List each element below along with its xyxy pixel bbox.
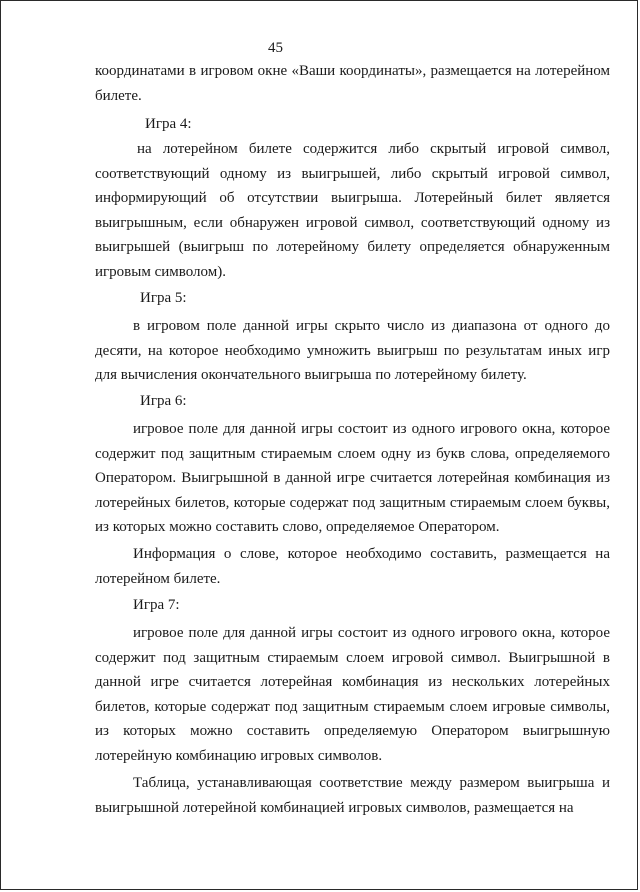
heading-game-7: Игра 7: <box>133 597 180 613</box>
paragraph-game-6: игровое поле для данной игры состоит из одного игрового окна, которое содержит под защитным стираемым слоем одну из букв слова, определяемого Оператором. Выигрышной в данной игре считается лотерейная комбинация из лотерейных билетов, которые содержат под защитным стираемым слоем буквы, из которых можно составить слово, определяемое Оператором. <box>95 421 610 535</box>
heading-game-5: Игра 5: <box>140 290 187 306</box>
paragraph-game-4: на лотерейном билете содержится либо скрытый игровой символ, соответствующий одному из выигрышей, либо скрытый игровой символ, информирующий об отсутствии выигрыша. Лотерейный билет является выигрышным, если обнаружен игровой символ, соответствующий одному из выигрышей (выигрыш по лотерейному билету определяется обнаруженным игровым символом). <box>95 141 610 280</box>
heading-game-4: Игра 4: <box>145 116 192 132</box>
page-number: 45 <box>268 40 283 56</box>
paragraph-continuation: координатами в игровом окне «Ваши координаты», размещается на лотерейном билете. <box>95 63 610 104</box>
paragraph-game-5: в игровом поле данной игры скрыто число из диапазона от одного до десяти, на которое необходимо умножить выигрыш по результатам иных игр для вычисления окончательного выигрыша по лотерейному билету. <box>95 318 610 383</box>
paragraph-game-7: игровое поле для данной игры состоит из одного игрового окна, которое содержит под защитным стираемым слоем игровой символ. Выигрышной в данной игре считается лотерейная комбинация из нескольких лотерейных билетов, которые содержат под защитным стираемым слоем игровые символы, из которых можно составить определяемую Оператором выигрышную лотерейную комбинацию игровых символов. <box>95 625 610 764</box>
paragraph-table-info: Таблица, устанавливающая соответствие между размером выигрыша и выигрышной лотерейной комбинацией игровых символов, размещается на <box>95 775 610 816</box>
paragraph-game-6-info: Информация о слове, которое необходимо составить, размещается на лотерейном билете. <box>95 546 610 587</box>
heading-game-6: Игра 6: <box>140 393 187 409</box>
